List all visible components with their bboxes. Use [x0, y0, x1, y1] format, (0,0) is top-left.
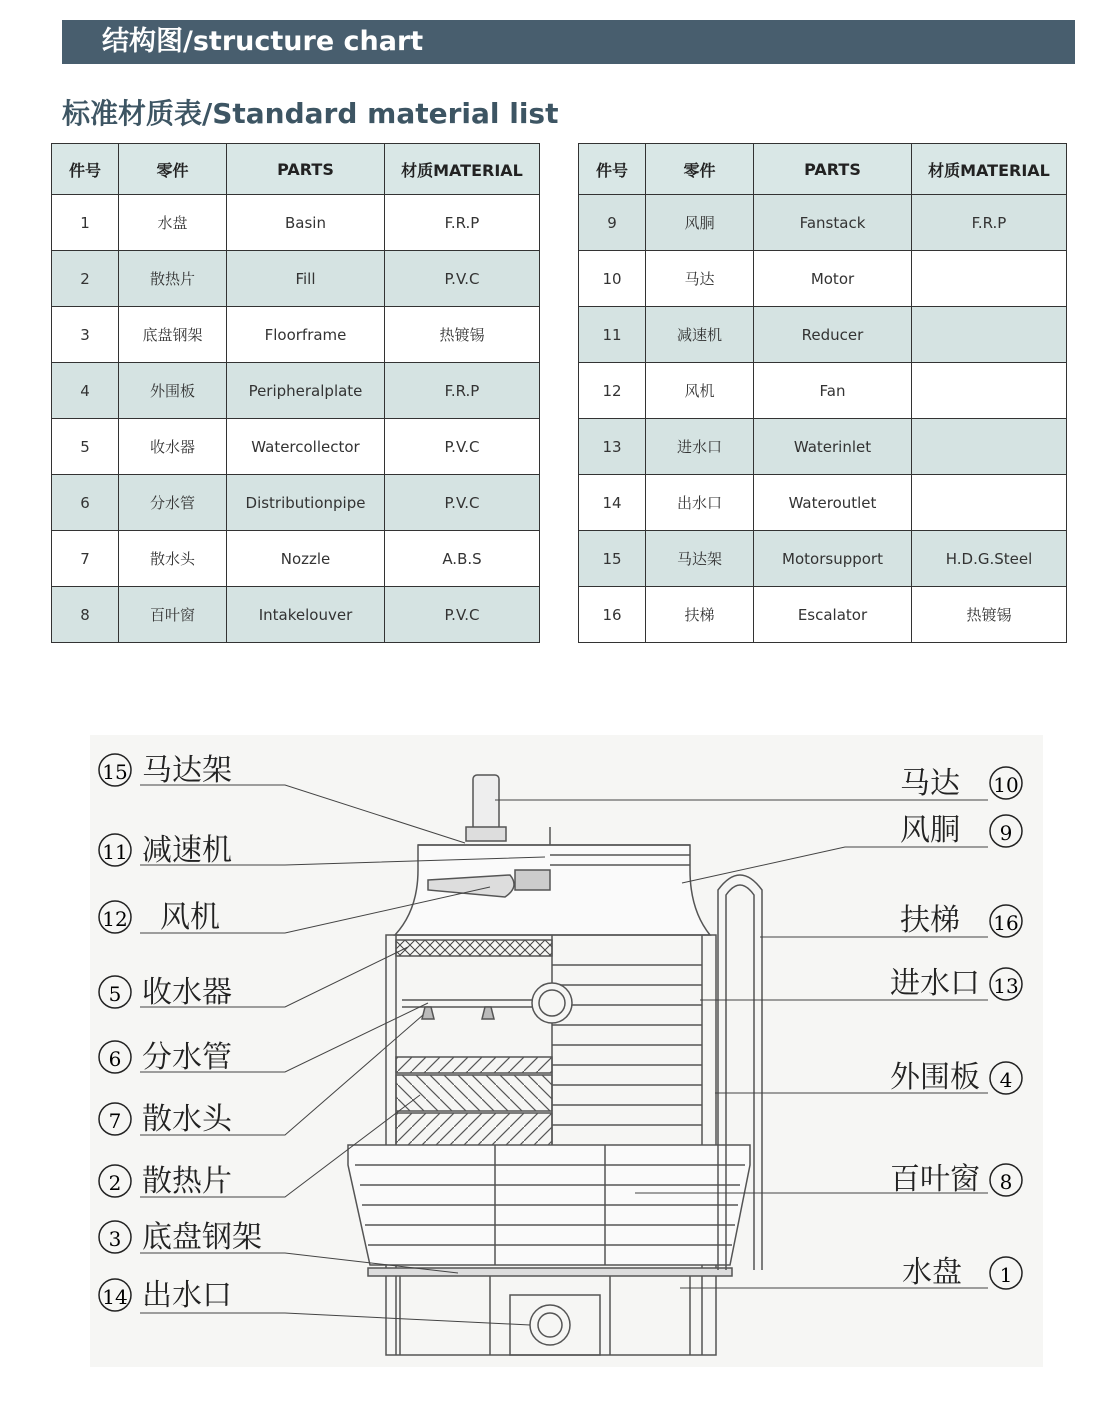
table-row	[579, 363, 1067, 419]
header-number: 件号	[52, 144, 119, 195]
cell-number: 13	[579, 419, 646, 475]
callout-number: 12	[102, 907, 128, 931]
callout-text: 水盘	[902, 1255, 962, 1290]
callout-text: 百叶窗	[890, 1162, 980, 1197]
table-row	[52, 531, 540, 587]
cell-part-cn: 散热片	[119, 251, 227, 307]
cell-number: 11	[579, 307, 646, 363]
cooling-tower-diagram	[90, 735, 1043, 1367]
table-row	[52, 195, 540, 251]
callout-basin	[902, 1255, 1022, 1290]
cell-part-cn: 底盘钢架	[119, 307, 227, 363]
callout-water-inlet	[890, 966, 1022, 1001]
callout-number: 6	[108, 1047, 122, 1071]
callout-fan	[99, 900, 220, 935]
callout-floor-frame	[99, 1220, 262, 1255]
cell-material: A.B.S	[385, 531, 540, 587]
callout-number: 8	[999, 1170, 1013, 1194]
banner-title: 结构图/structure chart	[102, 26, 424, 57]
cell-part-en: Waterinlet	[754, 419, 912, 475]
cell-number: 5	[52, 419, 119, 475]
callout-text: 散热片	[142, 1164, 232, 1199]
table-row	[52, 475, 540, 531]
cell-part-cn: 进水口	[646, 419, 754, 475]
cell-part-cn: 散水头	[119, 531, 227, 587]
cell-number: 10	[579, 251, 646, 307]
table-row	[52, 363, 540, 419]
callout-number: 10	[993, 773, 1019, 797]
cell-part-cn: 出水口	[646, 475, 754, 531]
callout-number: 9	[999, 821, 1013, 845]
table-row	[52, 587, 540, 643]
cell-material	[912, 475, 1067, 531]
header-part-cn: 零件	[119, 144, 227, 195]
cell-number: 6	[52, 475, 119, 531]
cell-part-en: Escalator	[754, 587, 912, 643]
cell-material: F.R.P	[385, 195, 540, 251]
cell-material: P.V.C	[385, 587, 540, 643]
cell-material: P.V.C	[385, 251, 540, 307]
cell-material: P.V.C	[385, 475, 540, 531]
callout-fill	[99, 1164, 232, 1199]
callout-text: 分水管	[142, 1040, 232, 1075]
callout-text: 马达架	[142, 753, 232, 788]
callout-text: 马达	[900, 766, 960, 801]
cell-part-en: Reducer	[754, 307, 912, 363]
callout-intake-louver	[890, 1162, 1022, 1197]
cell-part-en: Fill	[227, 251, 385, 307]
callout-text: 进水口	[890, 966, 980, 1001]
table-row	[52, 307, 540, 363]
callout-text: 收水器	[142, 975, 232, 1010]
header-material: 材质MATERIAL	[385, 144, 540, 195]
material-list-title: 标准材质表/Standard material list	[62, 97, 559, 130]
header-parts: PARTS	[754, 144, 912, 195]
table-header-row	[579, 144, 1067, 195]
cell-part-cn: 百叶窗	[119, 587, 227, 643]
cell-material: H.D.G.Steel	[912, 531, 1067, 587]
callout-number: 5	[108, 982, 122, 1006]
cell-part-cn: 马达架	[646, 531, 754, 587]
cell-material	[912, 419, 1067, 475]
callout-motor-support	[99, 753, 232, 788]
table-row	[579, 195, 1067, 251]
cell-material: F.R.P	[912, 195, 1067, 251]
callout-number: 7	[108, 1109, 122, 1133]
cell-part-cn: 分水管	[119, 475, 227, 531]
cell-number: 16	[579, 587, 646, 643]
cell-part-cn: 马达	[646, 251, 754, 307]
header-parts: PARTS	[227, 144, 385, 195]
cell-part-cn: 风机	[646, 363, 754, 419]
table-row	[52, 419, 540, 475]
cell-material: P.V.C	[385, 419, 540, 475]
cell-part-en: Fan	[754, 363, 912, 419]
cell-number: 7	[52, 531, 119, 587]
cell-part-cn: 水盘	[119, 195, 227, 251]
cell-part-cn: 扶梯	[646, 587, 754, 643]
callout-number: 2	[108, 1171, 122, 1195]
cell-part-en: Wateroutlet	[754, 475, 912, 531]
cell-number: 12	[579, 363, 646, 419]
material-table-left	[51, 143, 540, 643]
cell-material	[912, 251, 1067, 307]
cell-part-en: Intakelouver	[227, 587, 385, 643]
cell-part-cn: 风胴	[646, 195, 754, 251]
callout-motor	[900, 766, 1022, 801]
callout-water-collector	[99, 975, 232, 1010]
callout-number: 14	[102, 1285, 128, 1309]
table-row	[52, 251, 540, 307]
cell-number: 1	[52, 195, 119, 251]
cell-part-en: Fanstack	[754, 195, 912, 251]
cell-number: 3	[52, 307, 119, 363]
callout-number: 3	[108, 1227, 122, 1251]
cell-number: 8	[52, 587, 119, 643]
table-row	[579, 531, 1067, 587]
cell-material: 热镀锡	[385, 307, 540, 363]
cell-material	[912, 363, 1067, 419]
cell-part-en: Nozzle	[227, 531, 385, 587]
callout-text: 风机	[160, 900, 220, 935]
callout-reducer	[99, 833, 232, 868]
callout-text: 扶梯	[900, 903, 960, 938]
cell-number: 14	[579, 475, 646, 531]
callout-distribution-pipe	[99, 1040, 232, 1075]
cell-part-cn: 收水器	[119, 419, 227, 475]
callout-number: 15	[102, 760, 128, 784]
callout-nozzle	[99, 1102, 233, 1137]
cell-part-en: Floorframe	[227, 307, 385, 363]
cell-part-en: Motor	[754, 251, 912, 307]
section-banner	[62, 20, 1075, 64]
cell-part-en: Distributionpipe	[227, 475, 385, 531]
cell-number: 15	[579, 531, 646, 587]
callout-number: 16	[993, 911, 1019, 935]
cell-material: F.R.P	[385, 363, 540, 419]
cell-part-en: Peripheralplate	[227, 363, 385, 419]
callout-number: 11	[102, 840, 128, 864]
callout-text: 底盘钢架	[142, 1220, 262, 1255]
table-row	[579, 419, 1067, 475]
callout-number: 4	[999, 1068, 1013, 1092]
table-row	[579, 475, 1067, 531]
callout-text: 外围板	[890, 1060, 980, 1095]
cell-number: 2	[52, 251, 119, 307]
cell-part-en: Basin	[227, 195, 385, 251]
cell-part-en: Motorsupport	[754, 531, 912, 587]
cell-part-cn: 减速机	[646, 307, 754, 363]
cell-number: 9	[579, 195, 646, 251]
callout-peripheral-plate	[890, 1060, 1022, 1095]
table-header-row	[52, 144, 540, 195]
callout-number: 13	[993, 974, 1019, 998]
callout-text: 出水口	[142, 1278, 232, 1313]
callout-water-outlet	[99, 1278, 232, 1313]
callout-text: 减速机	[142, 833, 232, 868]
cell-part-cn: 外围板	[119, 363, 227, 419]
callout-text: 风胴	[900, 813, 960, 848]
table-row	[579, 307, 1067, 363]
callout-escalator	[900, 903, 1022, 938]
material-table-right	[578, 143, 1067, 643]
cell-part-en: Watercollector	[227, 419, 385, 475]
header-number: 件号	[579, 144, 646, 195]
table-row	[579, 251, 1067, 307]
header-material: 材质MATERIAL	[912, 144, 1067, 195]
cell-material	[912, 307, 1067, 363]
cell-number: 4	[52, 363, 119, 419]
callout-fanstack	[900, 813, 1022, 848]
callout-text: 散水头	[142, 1102, 232, 1137]
header-part-cn: 零件	[646, 144, 754, 195]
callout-number: 1	[999, 1263, 1013, 1287]
diagram-labels	[90, 735, 1043, 1367]
table-row	[579, 587, 1067, 643]
cell-material: 热镀锡	[912, 587, 1067, 643]
